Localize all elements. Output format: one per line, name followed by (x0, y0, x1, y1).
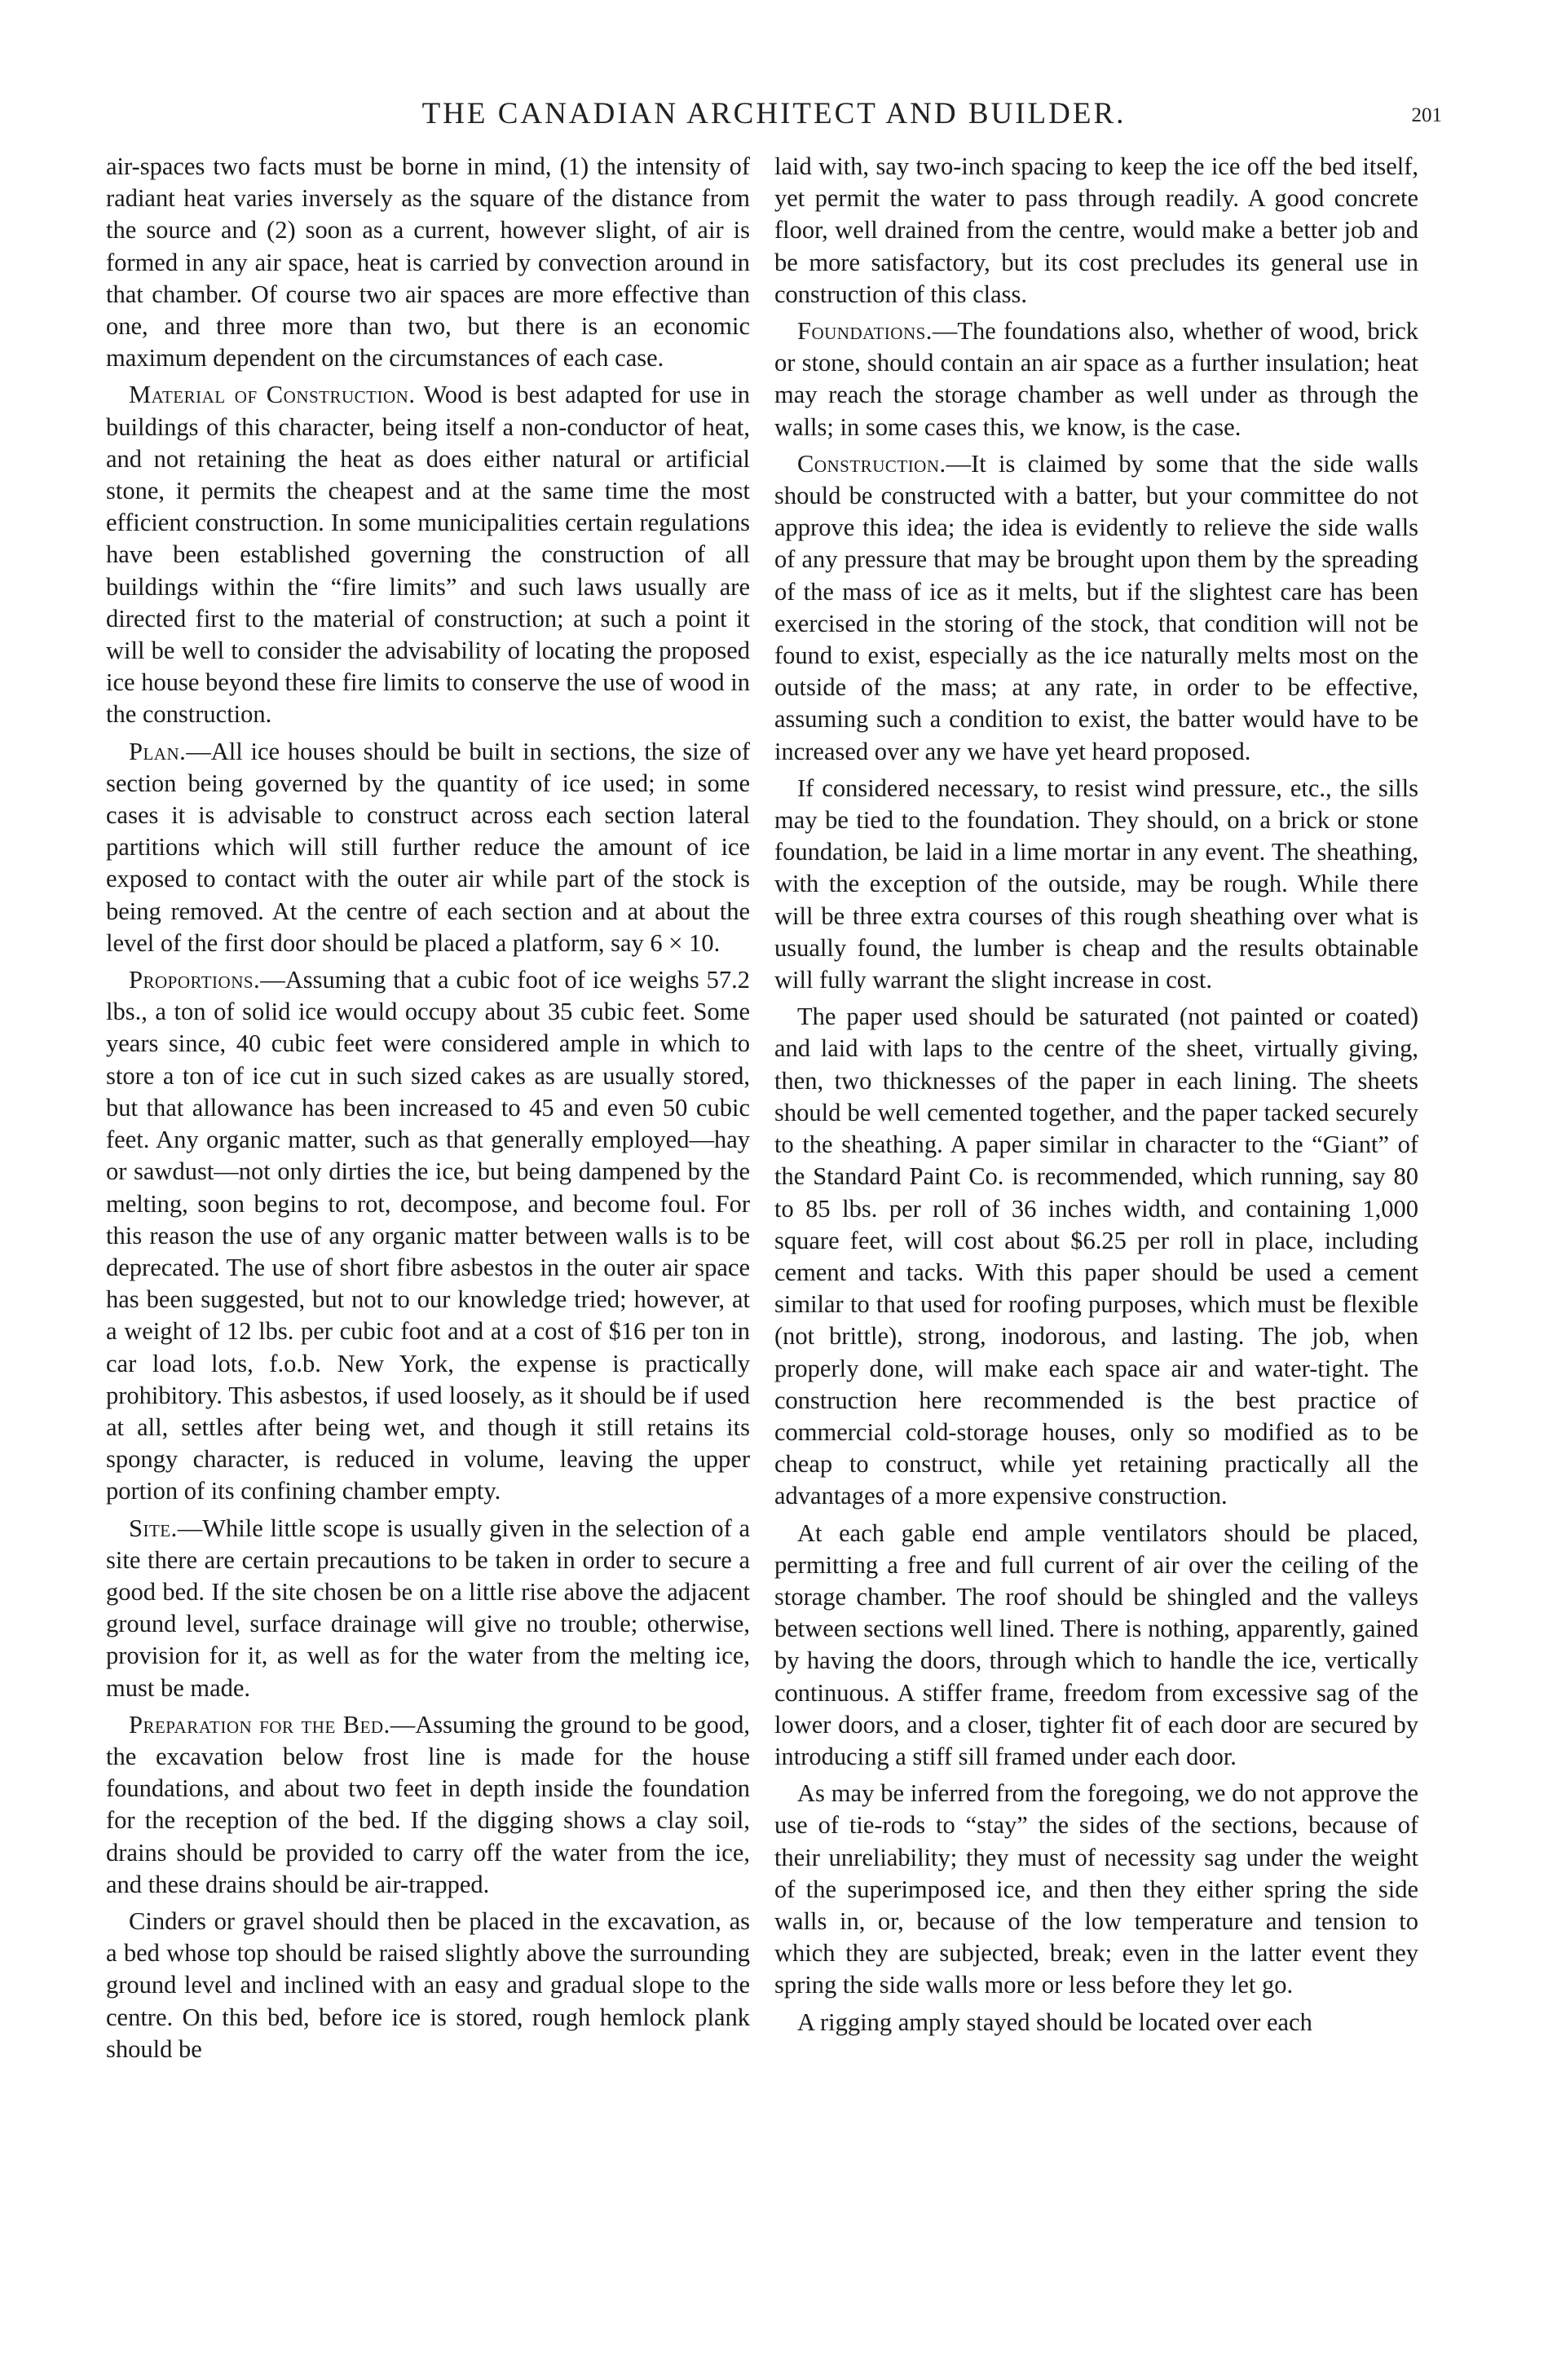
paragraph-text: —Assuming the ground to be good, the excavation below frost line is made for the house foundations, and about two feet in depth inside the foundation for the reception of the bed. If the digging shows a clay soil, drains should be provided to carry off the water from the ice, and these drains should be air-trapped. (106, 1710, 750, 1898)
paragraph-text: —All ice houses should be built in sections, the size of section being governed by the quantity of ice used; in some cases it is advisable to construct across each section lateral partitions which will still further reduce the amount of ice exposed to contact with the outer air while part of the stock is being removed. At the centre of each section and at about the level of the first door should be placed a platform, say 6 × 10. (106, 737, 750, 957)
paragraph (106, 1906, 750, 2065)
paragraph-text: The paper used should be saturated (not painted or coated) and laid with laps to the centre of the sheet, virtually giving, then, two thicknesses of the paper in each lining. The sheets should be well cemented together, and the paper tacked securely to the sheathing. A paper similar in character to the “Giant” of the Standard Paint Co. is recommended, which running, say 80 to 85 lbs. per roll of 36 inches width, and containing 1,000 square feet, will cost about $6.25 per roll in place, including cement and tacks. With this paper should be used a cement similar to that used for roofing purposes, which must be flexible (not brittle), strong, inodorous, and lasting. The job, when properly done, will make each space air and water-tight. The construction here recommended is the best practice of commercial cold-storage houses, only so modified as to be cheap to construct, while yet retaining practically all the advantages of a more expensive construction. (774, 1003, 1418, 1510)
paragraph-text: —Assuming that a cubic foot of ice weighs 57.2 lbs., a ton of solid ice would occupy about 35 cubic feet. Some years since, 40 cubic feet were considered ample in which to store a ton of ice cut in such sized cakes as are usually stored, but that allowance has been increased to 45 and even 50 cubic feet. Any organic matter, such as that generally employed—hay or sawdust—not only dirties the ice, but being dampened by the melting, soon begins to rot, decompose, and become foul. For this reason the use of any organic matter between walls is to be deprecated. The use of short fibre asbestos in the outer air space has been suggested, but not to our knowledge tried; however, at a weight of 12 lbs. per cubic foot and at a cost of $16 per ton in car load lots, f.o.b. New York, the expense is practically prohibitory. This asbestos, if used loosely, as it should be if used at all, settles after being wet, and though it still retains its spongy character, is reduced in volume, leaving the upper portion of its confining chamber empty. (106, 966, 750, 1505)
section-heading: Proportions. (129, 966, 261, 994)
paragraph (774, 1778, 1418, 2001)
section-paragraph (106, 1513, 750, 1704)
section-paragraph (106, 379, 750, 730)
section-paragraph (774, 315, 1418, 443)
section-heading: Preparation for the Bed. (129, 1710, 390, 1739)
paragraph-text: —While little scope is usually given in the selection of a site there are certain precautions to be taken in order to secure a good bed. If the site chosen be on a little rise above the adjacent ground level, surface drainage will give no trouble; otherwise, provision for it, as well as for the water from the melting ice, must be made. (106, 1514, 750, 1702)
paragraph (106, 151, 750, 374)
section-paragraph (106, 736, 750, 959)
paragraph-text: laid with, say two-inch spacing to keep the ice off the bed itself, yet permit the water to pass through readily. A good concrete floor, well drained from the centre, would make a better job and be more satisfactory, but its cost precludes its general use in construction of this class. (774, 152, 1418, 308)
paragraph (774, 773, 1418, 996)
right-column (774, 151, 1418, 2351)
section-paragraph (106, 964, 750, 1507)
paragraph-text: As may be inferred from the foregoing, we do not approve the use of tie-rods to “stay” the sides of the sections, because of their unreliability; they must of necessity sag under the weight of the superimposed ice, and then they either spring the side walls in, or, because of the low temperature and tension to which they are subjected, break; even in the latter event they spring the side walls more or less before they let go. (774, 1779, 1418, 1999)
paragraph-text: If considered necessary, to resist wind pressure, etc., the sills may be tied to the foundation. They should, on a brick or stone foundation, be laid in a lime mortar in any event. The sheathing, with the exception of the outside, may be rough. While there will be three extra courses of this rough sheathing over what is usually found, the lumber is cheap and the results obtainable will fully warrant the slight increase in cost. (774, 774, 1418, 994)
section-heading: Construction. (797, 449, 946, 478)
paragraph-text: At each gable end ample ventilators should be placed, permitting a free and full current of air over the ceiling of the storage chamber. The roof should be shingled and the valleys between sections well lined. There is nothing, apparently, gained by having the doors, through which to handle the ice, vertically continuous. A stiffer frame, freedom from excessive sag of the lower doors, and a closer, tighter fit of each door are secured by introducing a stiff sill framed under each door. (774, 1518, 1418, 1770)
left-column (106, 151, 750, 2351)
paragraph-text: A rigging amply stayed should be located over each (797, 2008, 1312, 2036)
section-heading: Site. (129, 1514, 178, 1542)
section-heading: Plan. (129, 737, 187, 765)
section-paragraph (106, 1709, 750, 1901)
paragraph (774, 2007, 1418, 2038)
paragraph-text: —It is claimed by some that the side walls should be constructed with a batter, but your committee do not approve this idea; the idea is evidently to relieve the side walls of any pressure that may be brought upon them by the spreading of the mass of ice as it melts, but if the slightest care has been exercised in the storing of the stock, that condition will not be found to exist, especially as the ice naturally melts most on the outside of the mass; at any rate, in order to be effective, assuming such a condition to exist, the batter would have to be increased over any we have yet heard proposed. (774, 449, 1418, 765)
paragraph-text: —The foundations also, whether of wood, brick or stone, should contain an air space as a further insulation; heat may reach the storage chamber as well under as through the walls; in some cases this, we know, is the case. (774, 317, 1418, 441)
section-heading: Foundations. (797, 317, 933, 346)
paragraph (774, 1518, 1418, 1774)
page-number: 201 (1411, 104, 1442, 126)
paragraph-text: air-spaces two facts must be borne in mind, (1) the intensity of radiant heat varies inversely as the square of the distance from the source and (2) soon as a current, however slight, of air is formed in any air space, heat is carried by convection around in that chamber. Of course two air spaces are more effective than one, and three more than two, but there is an economic maximum dependent on the circumstances of each case. (106, 152, 750, 372)
paragraph-text: Wood is best adapted for use in buildings of this character, being itself a non-conductor of heat, and not retaining the heat as does either natural or artificial stone, it permits the cheapest and at the same time the most efficient construction. In some municipalities certain regulations have been established governing the construction of all buildings within the “fire limits” and such laws usually are directed first to the material of construction; at such a point it will be well to consider the advisability of locating the proposed ice house beyond these fire limits to conserve the use of wood in the construction. (106, 381, 750, 729)
running-title: THE CANADIAN ARCHITECT AND BUILDER. (421, 97, 1127, 130)
section-heading: Material of Construction. (129, 381, 416, 409)
paragraph-text: Cinders or gravel should then be placed in the excavation, as a bed whose top should be raised slightly above the surrounding ground level and inclined with an easy and gradual slope to the centre. On this bed, before ice is stored, rough hemlock plank should be (106, 1906, 750, 2063)
section-paragraph (774, 448, 1418, 768)
page-header (106, 96, 1442, 137)
paragraph (774, 151, 1418, 311)
paragraph (774, 1001, 1418, 1512)
